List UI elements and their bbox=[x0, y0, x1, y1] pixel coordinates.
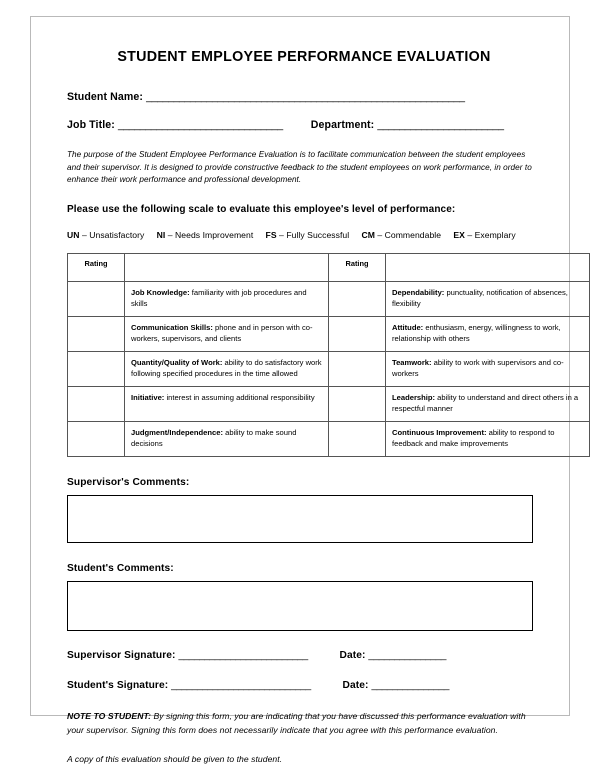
note-to-student bbox=[67, 710, 537, 738]
purpose-paragraph: The purpose of the Student Employee Performance Evaluation is to facilitate communication between the student employees and their supervisor. It is designed to provide constructive feedback to the student employees on work performance, in order to enhance their work performance and professional development. bbox=[67, 150, 532, 185]
rating-input-initiative[interactable] bbox=[68, 387, 125, 422]
student-name-row bbox=[67, 91, 537, 103]
rating-input-teamwork[interactable] bbox=[329, 352, 386, 387]
rating-input-communication-skills[interactable] bbox=[68, 317, 125, 352]
job-title-label: Job Title: bbox=[67, 119, 115, 131]
criterion-judgment-independence bbox=[125, 422, 329, 457]
criterion-title: Dependability: bbox=[392, 288, 445, 298]
criterion-title: Continuous Improvement: bbox=[392, 428, 487, 438]
scale-code-ex: EX bbox=[453, 230, 465, 241]
criterion-communication-skills bbox=[125, 317, 329, 352]
criterion-title: Initiative: bbox=[131, 393, 165, 403]
criterion-title: Communication Skills: bbox=[131, 323, 213, 333]
criterion-text: phone and in person with co-workers, supervisors, and clients bbox=[131, 323, 313, 344]
rating-input-quantity-quality[interactable] bbox=[68, 352, 125, 387]
student-signature-input[interactable]: ___________________________ bbox=[171, 680, 311, 692]
rating-input-leadership[interactable] bbox=[329, 387, 386, 422]
supervisor-comments-input[interactable] bbox=[67, 495, 533, 543]
copy-note: A copy of this evaluation should be given to the student. bbox=[67, 753, 283, 764]
criterion-text: interest in assuming additional responsibility bbox=[164, 393, 315, 403]
supervisor-date-input[interactable]: _______________ bbox=[368, 650, 446, 662]
job-title-input[interactable]: ______________________________ bbox=[117, 119, 283, 131]
scale-meaning-ex: Exemplary bbox=[474, 230, 516, 241]
scale-meaning-cm: Commendable bbox=[384, 230, 442, 241]
criterion-text: ability to understand and direct others in a respectful manner bbox=[392, 393, 579, 414]
criterion-initiative bbox=[125, 387, 329, 422]
job-title-department-row bbox=[67, 119, 537, 131]
criterion-title: Attitude: bbox=[392, 323, 424, 333]
student-date-input[interactable]: _______________ bbox=[371, 680, 449, 692]
rating-header-left: Rating bbox=[68, 254, 125, 282]
criterion-text: enthusiasm, energy, willingness to work, relationship with others bbox=[392, 323, 561, 344]
criterion-job-knowledge bbox=[125, 282, 329, 317]
criterion-continuous-improvement bbox=[386, 422, 590, 457]
department-label: Department: bbox=[310, 119, 375, 131]
criterion-text: punctuality, notification of absences, flexibility bbox=[392, 288, 568, 309]
department-input[interactable]: _______________________ bbox=[377, 119, 504, 131]
scale-code-fs: FS bbox=[265, 230, 277, 241]
table-row bbox=[68, 422, 590, 457]
rating-input-judgment-independence[interactable] bbox=[68, 422, 125, 457]
supervisor-comments-label: Supervisor's Comments: bbox=[67, 477, 190, 489]
criterion-text: ability to respond to feedback and make improvements bbox=[392, 428, 555, 449]
table-row bbox=[68, 352, 590, 387]
student-name-input[interactable]: __________________________________________________________ bbox=[146, 91, 465, 103]
scale-meaning-fs: Fully Successful bbox=[286, 230, 350, 241]
supervisor-signature-label: Supervisor Signature: bbox=[67, 650, 176, 662]
criterion-title: Judgment/Independence: bbox=[131, 428, 223, 438]
student-comments-label: Student's Comments: bbox=[67, 563, 174, 575]
criterion-title: Job Knowledge: bbox=[131, 288, 190, 298]
student-date-label: Date: bbox=[342, 680, 369, 692]
criterion-title: Leadership: bbox=[392, 393, 436, 403]
rating-scale-legend: UN – Unsatisfactory NI – Needs Improvement FS – Fully Successful CM – Commendable EX – Exemplary bbox=[67, 230, 516, 241]
criterion-leadership bbox=[386, 387, 590, 422]
rating-input-attitude[interactable] bbox=[329, 317, 386, 352]
header-spacer-right bbox=[386, 254, 590, 282]
scale-code-cm: CM bbox=[361, 230, 375, 241]
criterion-text: ability to work with supervisors and co-workers bbox=[392, 358, 564, 379]
instruction-text: Please use the following scale to evaluate this employee's level of performance: bbox=[67, 204, 456, 216]
criterion-title: Teamwork: bbox=[392, 358, 432, 368]
scale-code-un: UN bbox=[67, 230, 80, 241]
student-signature-label: Student's Signature: bbox=[67, 680, 169, 692]
form-sheet bbox=[30, 16, 579, 764]
note-text: By signing this form, you are indicating that you have discussed this performance evaluation with your supervisor. Signing this form does not necessarily indicate that you agree with this performance evaluation. bbox=[67, 711, 526, 735]
supervisor-signature-input[interactable]: _________________________ bbox=[178, 650, 308, 662]
scale-code-ni: NI bbox=[156, 230, 166, 241]
supervisor-signature-row bbox=[67, 650, 537, 661]
criterion-title: Quantity/Quality of Work: bbox=[131, 358, 223, 368]
table-header-row bbox=[68, 254, 590, 282]
note-title: NOTE TO STUDENT: bbox=[67, 711, 152, 722]
page-title: STUDENT EMPLOYEE PERFORMANCE EVALUATION bbox=[117, 49, 491, 65]
rating-input-dependability[interactable] bbox=[329, 282, 386, 317]
student-comments-input[interactable] bbox=[67, 581, 533, 631]
evaluation-table bbox=[67, 253, 590, 457]
scale-meaning-un: Unsatisfactory bbox=[89, 230, 145, 241]
criterion-text: ability to do satisfactory work following specified procedures in the time allowed bbox=[131, 358, 322, 379]
criterion-quantity-quality-of-work bbox=[125, 352, 329, 387]
student-signature-row bbox=[67, 680, 537, 691]
criterion-dependability bbox=[386, 282, 590, 317]
supervisor-date-label: Date: bbox=[339, 650, 366, 662]
header-spacer-left bbox=[125, 254, 329, 282]
criterion-text: familiarity with job procedures and skills bbox=[131, 288, 307, 309]
scale-meaning-ni: Needs Improvement bbox=[175, 230, 254, 241]
table-row bbox=[68, 282, 590, 317]
student-name-label: Student Name: bbox=[67, 91, 144, 103]
criterion-teamwork bbox=[386, 352, 590, 387]
rating-header-right: Rating bbox=[329, 254, 386, 282]
criterion-text: ability to make sound decisions bbox=[131, 428, 297, 449]
rating-input-job-knowledge[interactable] bbox=[68, 282, 125, 317]
criterion-attitude bbox=[386, 317, 590, 352]
table-row bbox=[68, 387, 590, 422]
rating-input-continuous-improvement[interactable] bbox=[329, 422, 386, 457]
table-row bbox=[68, 317, 590, 352]
